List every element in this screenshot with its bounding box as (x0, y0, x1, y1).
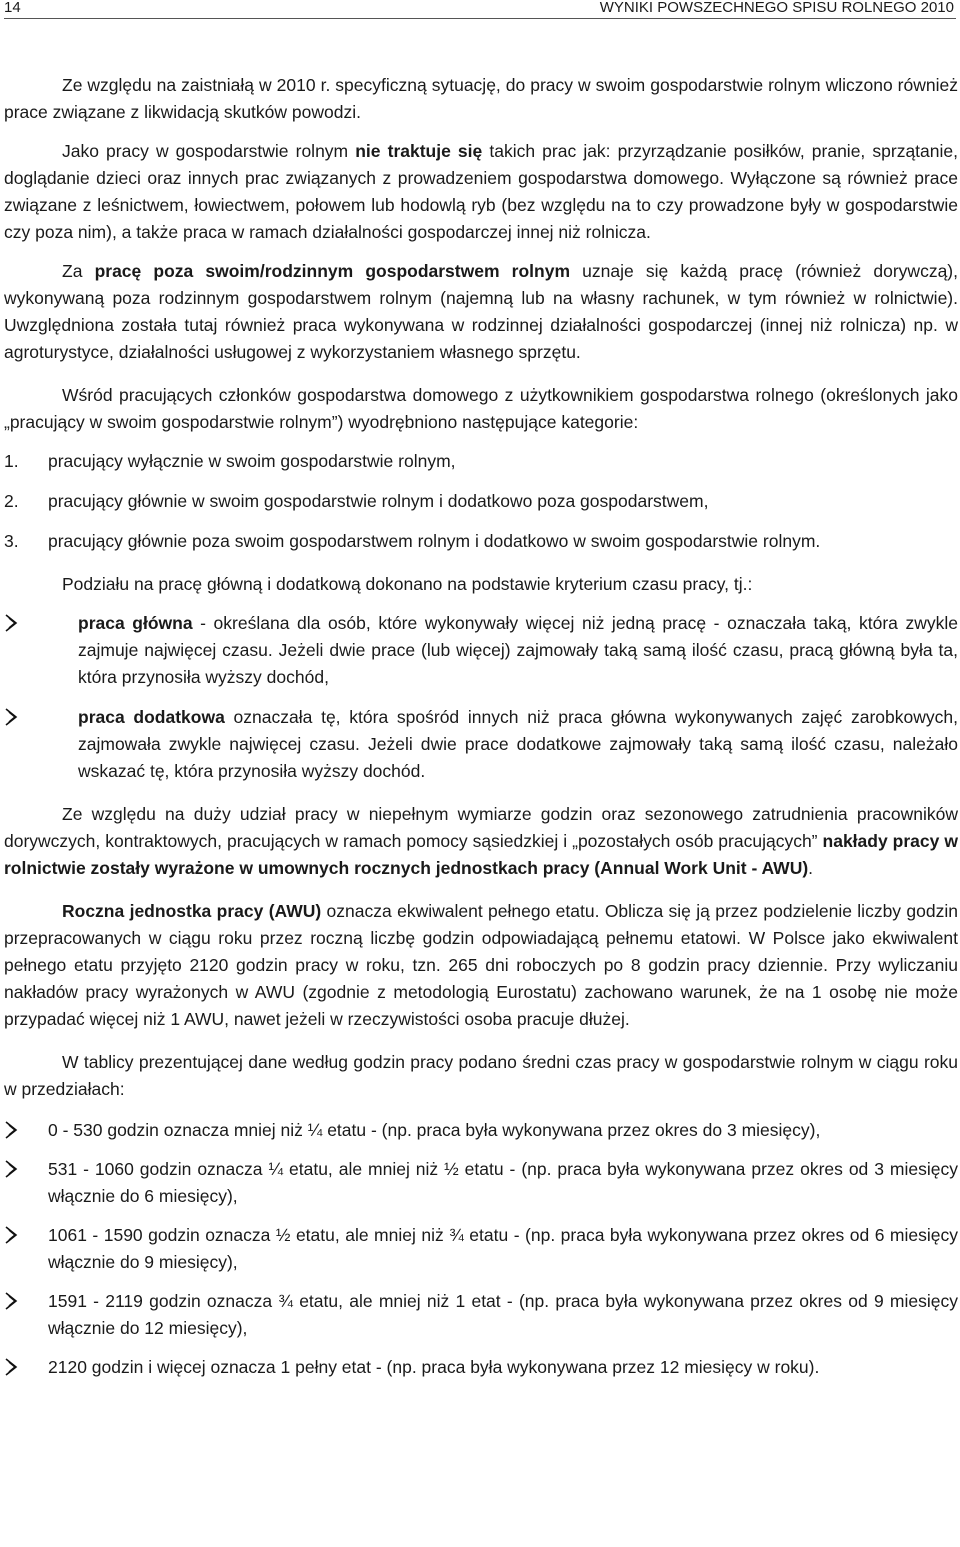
arrow-bullet-icon (4, 1159, 18, 1179)
paragraph-division-criterion: Podziału na pracę główną i dodatkową dokonano na podstawie kryterium czasu pracy, tj.: (62, 574, 753, 594)
list-item-text: pracujący głównie poza swoim gospodarstwem rolnym i dodatkowo w swoim gospodarstwie rolnym. (48, 531, 821, 551)
running-title: WYNIKI POWSZECHNEGO SPISU ROLNEGO 2010 (599, 0, 954, 16)
list-item-text: 531 - 1060 godzin oznacza ¼ etatu, ale mniej niż ½ etatu - (np. praca była wykonywana przez okres od 3 miesięcy włącznie do 6 miesięcy), (48, 1159, 958, 1206)
list-item-text: pracujący wyłącznie w swoim gospodarstwie rolnym, (48, 451, 456, 471)
emphasis-not-counted: nie traktuje się (355, 141, 483, 161)
arrow-bullet-icon (4, 1225, 18, 1245)
list-item (4, 1117, 958, 1144)
list-item (4, 1222, 958, 1276)
list-item (4, 1288, 958, 1342)
paragraph-off-farm-work: Za pracę poza swoim/rodzinnym gospodarstwem rolnym uznaje się każdą pracę (również dorywczą), wykonywaną poza rodzinnym gospodarstwem rolnym (najemną lub na własny rachunek, w tym również w rolnictwie). Uwzględniona została tutaj również praca wykonywana w rodzinnej działalności gospodarczej (innej niż rolnicza) np. w agroturystyce, działalności usługowej z wykorzystaniem własnego sprzętu. (4, 261, 958, 362)
category-list (4, 448, 958, 555)
arrow-bullet-icon (4, 707, 18, 727)
list-item-text: 1061 - 1590 godzin oznacza ½ etatu, ale mniej niż ¾ etatu - (np. praca była wykonywana przez okres od 6 miesięcy włącznie do 9 miesięcy), (48, 1225, 958, 1272)
term-additional-work: praca dodatkowa (78, 707, 225, 727)
list-item-text: pracujący głównie w swoim gospodarstwie rolnym i dodatkowo poza gospodarstwem, (48, 491, 709, 511)
list-number: 1. (4, 451, 19, 471)
list-item (4, 488, 958, 515)
arrow-bullet-icon (4, 1120, 18, 1140)
page-number: 14 (4, 0, 21, 16)
term-main-work: praca główna (78, 613, 193, 633)
page-header (4, 0, 954, 18)
list-item-text: 2120 godzin i więcej oznacza 1 pełny etat - (np. praca była wykonywana przez 12 miesięcy w roku). (48, 1357, 820, 1377)
list-item (4, 528, 958, 555)
list-item-text: 0 - 530 godzin oznacza mniej niż ¼ etatu - (np. praca była wykonywana przez okres do 3 miesięcy), (48, 1120, 821, 1140)
work-type-list (4, 610, 958, 785)
arrow-bullet-icon (4, 1357, 18, 1377)
paragraph-categories-intro: Wśród pracujących członków gospodarstwa domowego z użytkownikiem gospodarstwa rolnego (określonych jako „pracujący w swoim gospodarstwie rolnym”) wyodrębniono następujące kategorie: (4, 385, 958, 432)
list-item (4, 1156, 958, 1210)
header-divider (4, 18, 956, 19)
term-off-farm-work: pracę poza swoim/rodzinnym gospodarstwem rolnym (94, 261, 571, 281)
emphasis-awu-expression: nakłady pracy w rolnictwie zostały wyrażone w umownych rocznych jednostkach pracy (Annual Work Unit - AWU) (4, 831, 958, 878)
term-awu: Roczna jednostka pracy (AWU) (62, 901, 322, 921)
arrow-bullet-icon (4, 613, 18, 633)
paragraph-intervals-intro: W tablicy prezentującej dane według godzin pracy podano średni czas pracy w gospodarstwie rolnym w ciągu roku w przedziałach: (4, 1052, 958, 1099)
list-item: praca dodatkowa oznaczała tę, która spośród innych niż praca główna wykonywanych zajęć zarobkowych, zajmowała zwykle najwięcej czasu. Jeżeli dwie prace dodatkowe zajmowały taką samą ilość czasu, należało wskazać tę, która przynosiła wyższy dochód. (4, 704, 958, 785)
list-item: praca główna - określana dla osób, które wykonywały więcej niż jedną pracę - oznaczała taką, która zwykle zajmuje najwięcej czasu. Jeżeli dwie prace (lub więcej) zajmowały taką samą ilość czasu, pracą główną była ta, która przynosiła wyższy dochód, (4, 610, 958, 691)
list-number: 3. (4, 531, 19, 551)
arrow-bullet-icon (4, 1291, 18, 1311)
list-item (4, 1354, 958, 1381)
paragraph-excluded-work: Jako pracy w gospodarstwie rolnym nie traktuje się takich prac jak: przyrządzanie posiłków, pranie, sprzątanie, doglądanie dzieci oraz innych prac związanych z prowadzeniem gospodarstwa domowego. Wyłączone są również prace związane z leśnictwem, łowiectwem, połowem lub hodowlą ryb (bez względu na to czy prowadzone były w gospodarstwie czy poza nim), a także praca w ramach działalności gospodarczej innej niż rolnicza. (4, 141, 958, 242)
interval-list (4, 1117, 958, 1381)
paragraph-flood-work: Ze względu na zaistniałą w 2010 r. specyficzną sytuację, do pracy w swoim gospodarstwie rolnym wliczono również prace związane z likwidacją skutków powodzi. (4, 75, 958, 122)
list-item (4, 448, 958, 475)
paragraph-awu-intro: Ze względu na duży udział pracy w niepełnym wymiarze godzin oraz sezonowego zatrudnienia pracowników dorywczych, kontraktowych, pracujących w ramach pomocy sąsiedzkiej i „pozostałych osób pracujących” nakłady pracy w rolnictwie zostały wyrażone w umownych rocznych jednostkach pracy (Annual Work Unit - AWU). (4, 804, 958, 878)
list-item-text: 1591 - 2119 godzin oznacza ¾ etatu, ale mniej niż 1 etat - (np. praca była wykonywana przez okres od 9 miesięcy włącznie do 12 miesięcy), (48, 1291, 958, 1338)
list-number: 2. (4, 491, 19, 511)
paragraph-awu-definition: Roczna jednostka pracy (AWU) oznacza ekwiwalent pełnego etatu. Oblicza się ją przez podzielenie liczby godzin przepracowanych w ciągu roku przez roczną liczbę godzin odpowiadającą pełnemu etatowi. W Polsce jako ekwiwalent pełnego etatu przyjęto 2120 godzin pracy w roku, tzn. 265 dni roboczych po 8 godzin pracy dziennie. Przy wyliczaniu nakładów pracy wyrażonych w AWU (zgodnie z metodologią Eurostatu) zachowano warunek, że na 1 osobę nie może przypadać więcej niż 1 AWU, nawet jeżeli w rzeczywistości osoba pracuje dłużej. (4, 901, 958, 1029)
page-body (4, 72, 958, 1381)
